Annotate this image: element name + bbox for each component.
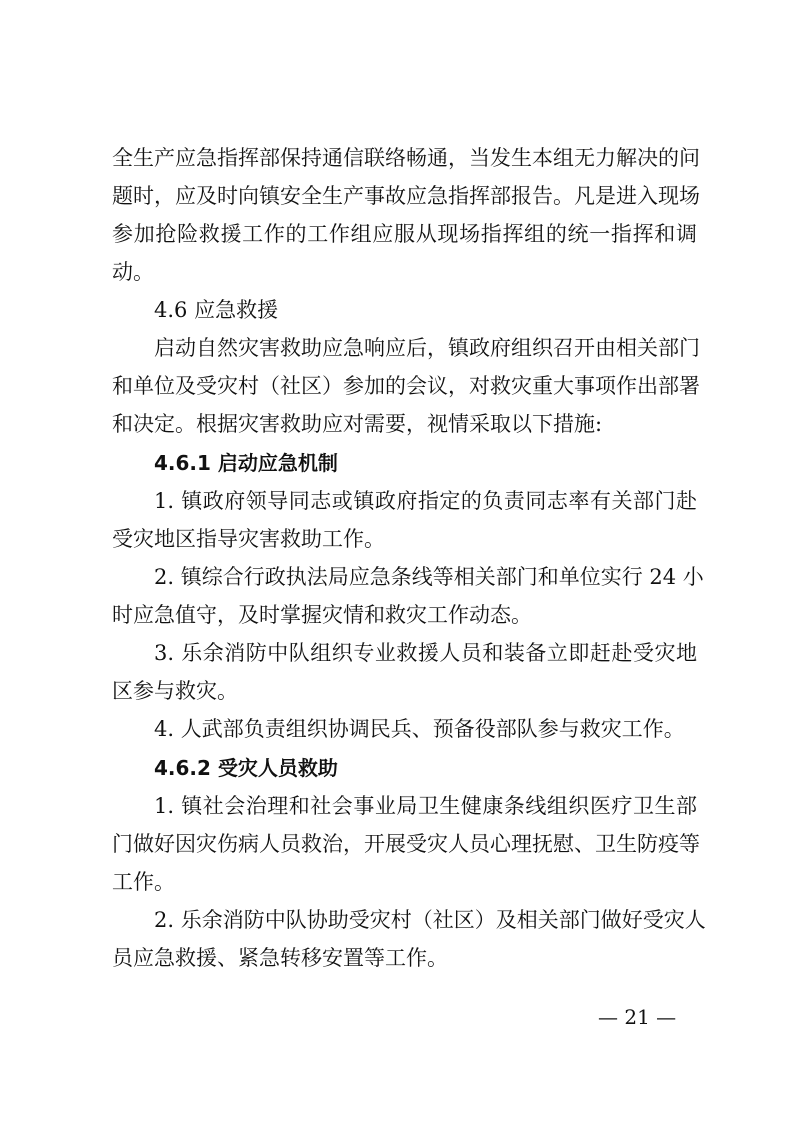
list-item-line: 受灾地区指导灾害救助工作。 [112, 527, 385, 551]
list-item-line: 门做好因灾伤病人员救治，开展受灾人员心理抚慰、卫生防疫等 [112, 832, 700, 856]
list-item-line: 时应急值守，及时掌握灾情和救灾工作动态。 [112, 603, 532, 627]
list-item-line: 员应急救援、紧急转移安置等工作。 [112, 946, 448, 970]
list-item-line: 工作。 [112, 870, 175, 894]
paragraph-line: 题时，应及时向镇安全生产事故应急指挥部报告。凡是进入现场 [112, 184, 700, 208]
paragraph-line: 参加抢险救援工作的工作组应服从现场指挥组的统一指挥和调 [112, 222, 697, 246]
paragraph-line: 和决定。根据灾害救助应对需要，视情采取以下措施: [112, 412, 603, 436]
subsection-heading-4-6-1: 4.6.1 启动应急机制 [154, 451, 338, 475]
list-item-line: 区参与救灾。 [112, 679, 238, 703]
page-number: — 21 — [598, 1005, 677, 1029]
paragraph-line: 启动自然灾害救助应急响应后，镇政府组织召开由相关部门 [154, 336, 700, 360]
paragraph-line: 动。 [112, 260, 154, 284]
paragraph-line: 和单位及受灾村（社区）参加的会议，对救灾重大事项作出部署 [112, 374, 700, 398]
list-item-line: 4. 人武部负责组织协调民兵、预备役部队参与救灾工作。 [154, 717, 685, 741]
list-item-line: 2. 乐余消防中队协助受灾村（社区）及相关部门做好受灾人 [154, 908, 706, 932]
list-item-line: 2. 镇综合行政执法局应急条线等相关部门和单位实行 24 小 [154, 565, 704, 589]
list-item-line: 1. 镇政府领导同志或镇政府指定的负责同志率有关部门赴 [154, 489, 697, 513]
section-heading-4-6: 4.6 应急救援 [154, 298, 279, 322]
subsection-heading-4-6-2: 4.6.2 受灾人员救助 [154, 756, 338, 780]
paragraph-line: 全生产应急指挥部保持通信联络畅通，当发生本组无力解决的问 [112, 146, 700, 170]
list-item-line: 1. 镇社会治理和社会事业局卫生健康条线组织医疗卫生部 [154, 794, 697, 818]
list-item-line: 3. 乐余消防中队组织专业救援人员和装备立即赶赴受灾地 [154, 641, 697, 665]
